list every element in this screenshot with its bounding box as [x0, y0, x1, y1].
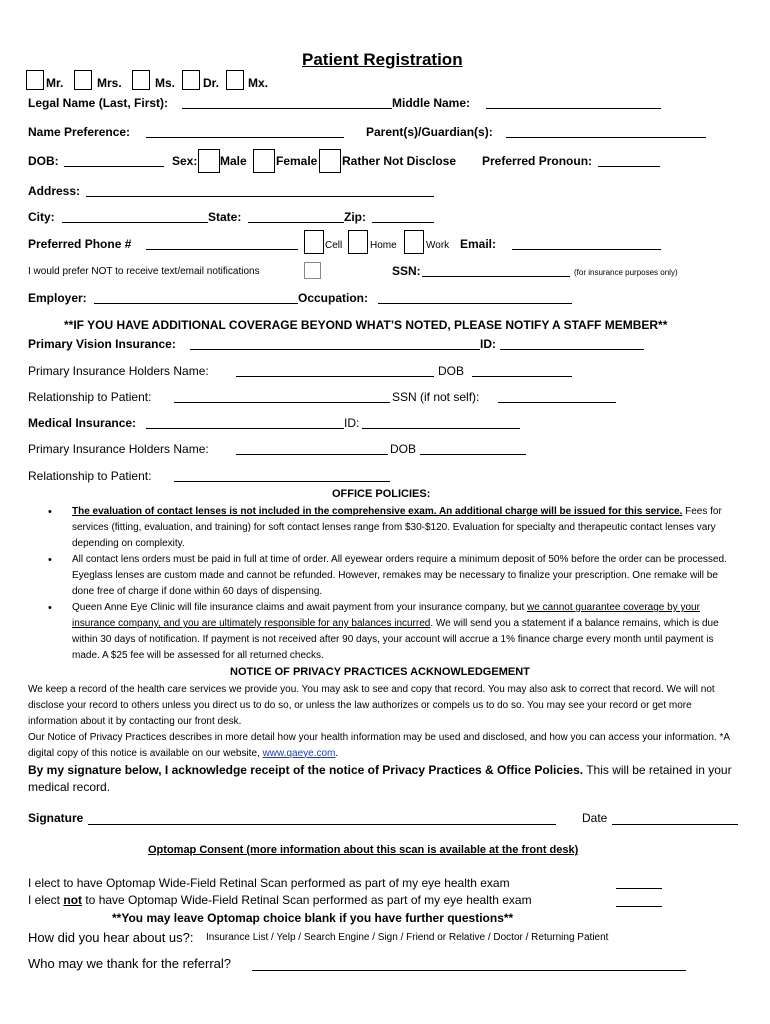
- pronoun-label: Preferred Pronoun:: [482, 154, 593, 168]
- salutation-mx-label: Mx.: [248, 76, 269, 90]
- holder-dob2-label: DOB: [390, 442, 417, 456]
- salutation-mrs-checkbox[interactable]: [74, 70, 92, 90]
- middle-name-field[interactable]: [486, 108, 661, 109]
- ssn-label: SSN:: [392, 264, 421, 278]
- policy-contact-lens-bold: The evaluation of contact lenses is not included in the comprehensive exam. An additional charge will be issued for this service.: [72, 506, 683, 517]
- page-title: Patient Registration: [302, 50, 463, 69]
- salutation-mx-checkbox[interactable]: [226, 70, 244, 90]
- relationship-field[interactable]: [174, 402, 390, 403]
- ssn-not-self-field[interactable]: [498, 402, 616, 403]
- middle-name-label: Middle Name:: [392, 96, 471, 110]
- optomap-elect-label: I elect to have Optomap Wide-Field Retinal Scan performed as part of my eye health exam: [28, 876, 510, 890]
- optomap-not-a: I elect: [28, 893, 64, 907]
- city-field[interactable]: [62, 222, 208, 223]
- policy-contact-lens-rest: Fees for services (fitting, evaluation, and training) for soft contact lenses range from $30-$120. Evaluation for specialty and therapeutic contact lenses vary depending on complexity.: [72, 506, 722, 549]
- salutation-mr-label: Mr.: [46, 76, 64, 90]
- optomap-not-c: to have Optomap Wide-Field Retinal Scan performed as part of my eye health exam: [82, 893, 532, 907]
- legal-name-field[interactable]: [182, 108, 392, 109]
- phone-work-checkbox[interactable]: [404, 230, 424, 254]
- optomap-elect-field[interactable]: [616, 888, 662, 889]
- sex-male-checkbox[interactable]: [198, 149, 220, 173]
- zip-label: Zip:: [344, 210, 366, 224]
- legal-name-label: Legal Name (Last, First):: [28, 96, 169, 110]
- medical-insurance-field[interactable]: [146, 428, 344, 429]
- parents-label: Parent(s)/Guardian(s):: [366, 125, 493, 139]
- optomap-not-elect-label: [28, 893, 532, 907]
- name-preference-field[interactable]: [146, 137, 344, 138]
- phone-work-label: Work: [426, 240, 450, 251]
- privacy-paragraph-2: [28, 730, 740, 762]
- no-notifications-checkbox[interactable]: [304, 262, 321, 279]
- address-label: Address:: [28, 184, 81, 198]
- referral-thanks-label: Who may we thank for the referral?: [28, 956, 232, 971]
- date-label: Date: [582, 811, 608, 825]
- sex-nd-checkbox[interactable]: [319, 149, 341, 173]
- relationship2-label: Relationship to Patient:: [28, 469, 152, 483]
- employer-field[interactable]: [94, 303, 298, 304]
- policy-orders-text: All contact lens orders must be paid in full at time of order. All eyewear orders require a minimum deposit of 50% before the order can be processed. Eyeglass lenses are custom made and cannot be refunded. However, remakes may be necessary to finalize your prescription. One remake will be done free of charge if done within 60 days of dispensing.: [72, 554, 727, 597]
- dob-label: DOB:: [28, 154, 59, 168]
- salutation-mr-checkbox[interactable]: [26, 70, 44, 90]
- dob-field[interactable]: [64, 166, 164, 167]
- signature-label: Signature: [28, 811, 84, 825]
- ssn-not-self-label: SSN (if not self):: [392, 390, 480, 404]
- employer-label: Employer:: [28, 291, 87, 305]
- vision-insurance-label: Primary Vision Insurance:: [28, 337, 176, 351]
- phone-home-checkbox[interactable]: [348, 230, 368, 254]
- relationship2-field[interactable]: [174, 481, 390, 482]
- email-field[interactable]: [512, 249, 661, 250]
- coverage-notice: **IF YOU HAVE ADDITIONAL COVERAGE BEYOND WHAT’S NOTED, PLEASE NOTIFY A STAFF MEMBER**: [64, 318, 668, 332]
- phone-field[interactable]: [146, 249, 298, 250]
- relationship-label: Relationship to Patient:: [28, 390, 152, 404]
- website-link[interactable]: www.qaeye.com: [262, 747, 336, 759]
- referral-thanks-field[interactable]: [252, 970, 686, 971]
- city-label: City:: [28, 210, 55, 224]
- no-notifications-label: I would prefer NOT to receive text/email notifications: [28, 266, 260, 277]
- medical-id-label: ID:: [344, 416, 360, 430]
- parents-field[interactable]: [506, 137, 706, 138]
- sex-nd-label: Rather Not Disclose: [342, 154, 457, 168]
- policy-item-orders: [72, 552, 742, 600]
- hear-about-options: Insurance List / Yelp / Search Engine / Sign / Friend or Relative / Doctor / Returning Patient: [206, 932, 609, 943]
- salutation-dr-label: Dr.: [203, 76, 220, 90]
- policy-insurance-underline: we cannot guarantee coverage by your insurance company, and you are ultimately responsible for any balances incurred: [72, 602, 700, 629]
- state-field[interactable]: [248, 222, 344, 223]
- privacy-heading: NOTICE OF PRIVACY PRACTICES ACKNOWLEDGEMENT: [230, 666, 530, 678]
- acknowledgement: [28, 762, 740, 796]
- optomap-heading: Optomap Consent (more information about this scan is available at the front desk): [148, 844, 579, 856]
- address-field[interactable]: [86, 196, 434, 197]
- holder-name-label: Primary Insurance Holders Name:: [28, 364, 209, 378]
- holder-dob2-field[interactable]: [420, 454, 526, 455]
- medical-insurance-label: Medical Insurance:: [28, 416, 137, 430]
- privacy-paragraph-1: We keep a record of the health care services we provide you. You may ask to see and copy that record. You may also ask to correct that record. We will not disclose your record to others unless you direct us to do so, or unless the law authorizes or compels us to do so. You may see your record or get more information about it by contacting our front desk.: [28, 684, 715, 727]
- pronoun-field[interactable]: [598, 166, 660, 167]
- salutation-dr-checkbox[interactable]: [182, 70, 200, 90]
- signature-field[interactable]: [88, 824, 556, 825]
- occupation-field[interactable]: [378, 303, 572, 304]
- policy-item-insurance: [72, 600, 742, 664]
- phone-cell-label: Cell: [325, 240, 343, 251]
- salutation-ms-label: Ms.: [155, 76, 176, 90]
- hear-about-label: How did you hear about us?:: [28, 930, 194, 945]
- ssn-note: (for insurance purposes only): [574, 268, 678, 277]
- policy-insurance-b: . We will send you a statement if a balance remains, which is due within 30 days of notification. If payment is not received after 90 days, your account will accrue a 1% finance charge every month until payment is made. A $25 fee will be assessed for all returned checks.: [72, 618, 719, 661]
- policy-insurance-a: Queen Anne Eye Clinic will file insurance claims and await payment from your insurance company, but: [72, 602, 528, 613]
- holder-dob-field[interactable]: [472, 376, 572, 377]
- office-policies-heading: OFFICE POLICIES:: [332, 488, 431, 500]
- vision-id-field[interactable]: [500, 349, 644, 350]
- acknowledgement-bold: By my signature below, I acknowledge receipt of the notice of Privacy Practices & Office Policies.: [28, 763, 584, 777]
- email-label: Email:: [460, 237, 497, 251]
- optomap-not-elect-field[interactable]: [616, 906, 662, 907]
- vision-id-label: ID:: [480, 337, 496, 351]
- vision-insurance-field[interactable]: [190, 349, 480, 350]
- optomap-not-b: not: [63, 893, 83, 907]
- optomap-note: **You may leave Optomap choice blank if you have further questions**: [112, 911, 514, 925]
- ssn-field[interactable]: [422, 276, 570, 277]
- medical-id-field[interactable]: [362, 428, 520, 429]
- sex-female-label: Female: [276, 154, 318, 168]
- salutation-mrs-label: Mrs.: [97, 76, 122, 90]
- privacy-paragraph-2-text: Our Notice of Privacy Practices describes in more detail how your health information may be used and disclosed, and how you can access your information. *A digital copy of this notice is available on our website,: [28, 732, 730, 759]
- phone-label: Preferred Phone #: [28, 237, 132, 251]
- sex-male-label: Male: [220, 154, 247, 168]
- sex-female-checkbox[interactable]: [253, 149, 275, 173]
- occupation-label: Occupation:: [298, 291, 369, 305]
- name-preference-label: Name Preference:: [28, 125, 131, 139]
- phone-cell-checkbox[interactable]: [304, 230, 324, 254]
- zip-field[interactable]: [372, 222, 434, 223]
- holder-name2-label: Primary Insurance Holders Name:: [28, 442, 209, 456]
- policy-item-contact-lens: [72, 504, 742, 552]
- holder-name2-field[interactable]: [236, 454, 388, 455]
- office-policies-list: [28, 504, 742, 664]
- acknowledgement-rest: This will be retained in your medical record.: [28, 763, 732, 794]
- holder-name-field[interactable]: [236, 376, 434, 377]
- salutation-ms-checkbox[interactable]: [132, 70, 150, 90]
- holder-dob-label: DOB: [438, 364, 465, 378]
- state-label: State:: [208, 210, 242, 224]
- privacy-paragraph-2-end: .: [335, 747, 339, 759]
- phone-home-label: Home: [370, 240, 397, 251]
- date-field[interactable]: [612, 824, 738, 825]
- sex-label: Sex:: [172, 154, 198, 168]
